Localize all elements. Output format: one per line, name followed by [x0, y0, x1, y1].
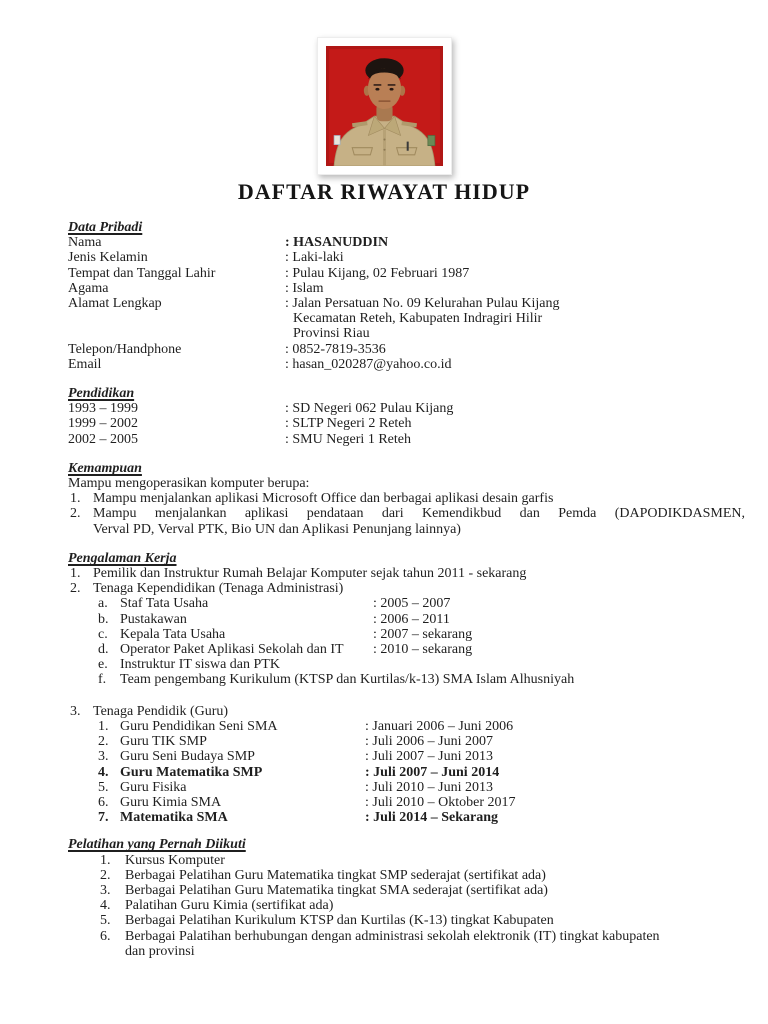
list-item [68, 491, 745, 506]
item-text: Berbagai Pelatihan Guru Matematika tingkat SMP sederajat (sertifikat ada) [125, 867, 546, 883]
field-label: Nama [68, 235, 102, 251]
item-text: Tenaga Kependidikan (Tenaga Administrasi) [93, 581, 344, 597]
left-eyebrow [373, 84, 381, 86]
education-years: 1993 – 1999 [68, 401, 138, 417]
item-marker: f. [98, 672, 107, 688]
item-text-line-1: Mampu menjalankan aplikasi pendataan dari Kemendikbud dan Pemda (DAPODIKDASMEN, [93, 506, 745, 522]
field-value: : Islam [285, 280, 324, 296]
education-row [68, 416, 745, 431]
role-row [98, 795, 745, 810]
field-row-email [68, 357, 745, 372]
item-marker: b. [98, 611, 109, 627]
list-item [68, 853, 745, 868]
role-row [98, 719, 745, 734]
cv-content [0, 220, 768, 959]
right-eyebrow [387, 84, 395, 86]
item-text [93, 506, 745, 536]
left-sleeve-patch [334, 135, 340, 144]
education-school: : SD Negeri 062 Pulau Kijang [285, 401, 454, 417]
list-item [68, 898, 745, 913]
list-item [68, 566, 745, 581]
role-period: : Juli 2006 – Juni 2007 [365, 734, 493, 750]
item-marker: e. [98, 657, 108, 673]
item-marker: 1. [100, 852, 111, 868]
item-text: Tenaga Pendidik (Guru) [93, 703, 229, 719]
pocket-pen [406, 142, 408, 151]
item-marker: 1. [98, 718, 109, 734]
role-label: Guru Pendidikan Seni SMA [120, 718, 278, 734]
field-row-telepon [68, 342, 745, 357]
item-text [125, 929, 745, 959]
role-period: : Juli 2010 – Juni 2013 [365, 779, 493, 795]
mouth [378, 100, 390, 101]
field-value: : Pulau Kijang, 02 Februari 1987 [285, 265, 470, 281]
role-period: : 2010 – sekarang [373, 642, 473, 658]
education-years: 2002 – 2005 [68, 431, 138, 447]
item-marker: 7. [98, 810, 109, 826]
field-value [285, 296, 745, 342]
role-period: : 2005 – 2007 [373, 596, 451, 612]
list-item [68, 868, 745, 883]
role-label: Staf Tata Usaha [120, 596, 209, 612]
role-period: : Juli 2007 – Juni 2013 [365, 749, 493, 765]
left-eye [375, 88, 379, 91]
section-heading-pelatihan: Pelatihan yang Pernah Diikuti [68, 837, 246, 853]
list-item [68, 581, 745, 596]
item-marker: a. [98, 596, 108, 612]
role-period: : Juli 2007 – Juni 2014 [365, 764, 500, 780]
alamat-line-3: Provinsi Riau [293, 326, 370, 342]
section-pendidikan [68, 386, 745, 447]
field-row-agama [68, 281, 745, 296]
list-item [68, 883, 745, 898]
item-text-line-1: Berbagai Palatihan berhubungan dengan administrasi sekolah elektronik (IT) tingkat kabupaten [125, 928, 660, 944]
field-label: Agama [68, 280, 109, 296]
role-label: Guru Matematika SMP [120, 764, 263, 780]
role-label: Instruktur IT siswa dan PTK [120, 657, 280, 673]
item-marker: 2. [70, 581, 81, 597]
field-row-jenis-kelamin [68, 250, 745, 265]
field-label: Telepon/Handphone [68, 341, 182, 357]
section-heading-data-pribadi: Data Pribadi [68, 220, 143, 235]
role-period: : Januari 2006 – Juni 2006 [365, 718, 514, 734]
item-marker: 3. [100, 882, 111, 898]
section-pelatihan [68, 837, 745, 959]
role-period: : 2007 – sekarang [373, 626, 473, 642]
item-text: Pemilik dan Instruktur Rumah Belajar Komputer sejak tahun 2011 - sekarang [93, 566, 527, 582]
item-marker: 2. [100, 867, 111, 883]
item-text: Berbagai Pelatihan Guru Matematika tingkat SMA sederajat (sertifikat ada) [125, 882, 548, 898]
role-row [98, 749, 745, 764]
item-marker: 6. [98, 794, 109, 810]
item-marker: c. [98, 626, 108, 642]
item-text: Kursus Komputer [125, 852, 225, 868]
role-label: Operator Paket Aplikasi Sekolah dan IT [120, 642, 344, 658]
role-row [98, 734, 745, 749]
role-row [98, 657, 745, 672]
role-period: : Juli 2010 – Oktober 2017 [365, 794, 516, 810]
item-text: Berbagai Pelatihan Kurikulum KTSP dan Kurtilas (K-13) tingkat Kabupaten [125, 913, 554, 929]
role-label: Guru TIK SMP [120, 734, 207, 750]
role-row [98, 780, 745, 795]
role-label: Kepala Tata Usaha [120, 626, 226, 642]
item-marker: 3. [98, 749, 109, 765]
role-label: Guru Seni Budaya SMP [120, 749, 255, 765]
field-value: : hasan_020287@yahoo.co.id [285, 356, 452, 372]
role-row [98, 810, 745, 825]
section-pengalaman-kerja [68, 551, 745, 825]
guru-roles-list [68, 719, 745, 825]
field-row-ttl [68, 266, 745, 281]
item-marker: 2. [98, 734, 109, 750]
item-marker: 3. [70, 703, 81, 719]
field-value: : 0852-7819-3536 [285, 341, 386, 357]
section-heading-pengalaman: Pengalaman Kerja [68, 550, 177, 566]
item-text-line-2: dan provinsi [125, 943, 195, 959]
list-item [68, 913, 745, 928]
list-item [68, 929, 745, 959]
role-row [98, 612, 745, 627]
field-value: : Laki-laki [285, 250, 344, 266]
role-label: Matematika SMA [120, 810, 228, 826]
right-sleeve-patch [427, 135, 434, 145]
education-years: 1999 – 2002 [68, 416, 138, 432]
item-text: Mampu menjalankan aplikasi Microsoft Office dan berbagai aplikasi desain garfis [93, 491, 554, 507]
list-item [68, 704, 745, 719]
section-data-pribadi [68, 220, 745, 372]
item-marker: d. [98, 642, 109, 658]
right-eye [389, 88, 393, 91]
field-row-nama [68, 235, 745, 250]
role-row [98, 672, 745, 687]
field-row-alamat [68, 296, 745, 342]
item-marker: 4. [98, 764, 109, 780]
role-label: Guru Kimia SMA [120, 794, 222, 810]
field-label: Jenis Kelamin [68, 250, 148, 266]
item-marker: 1. [70, 491, 81, 507]
list-item [68, 506, 745, 536]
page-title: DAFTAR RIWAYAT HIDUP [237, 179, 531, 204]
role-label: Pustakawan [120, 611, 187, 627]
item-text: Palatihan Guru Kimia (sertifikat ada) [125, 898, 334, 914]
field-value: : HASANUDDIN [285, 235, 389, 251]
kemampuan-intro: Mampu mengoperasikan komputer berupa: [68, 476, 310, 492]
section-heading-pendidikan: Pendidikan [68, 386, 135, 402]
education-row [68, 432, 745, 447]
role-label: Guru Fisika [120, 779, 187, 795]
education-school: : SLTP Negeri 2 Reteh [285, 416, 412, 432]
shirt-placket [382, 129, 385, 166]
pas-photo [326, 46, 443, 166]
alamat-line-2: Kecamatan Reteh, Kabupaten Indragiri Hilir [293, 311, 543, 327]
item-marker: 1. [70, 566, 81, 582]
item-text-line-2: Verval PD, Verval PTK, Bio UN dan Aplikasi Penunjang lainnya) [93, 521, 461, 537]
role-period: : Juli 2014 – Sekarang [365, 810, 499, 826]
item-marker: 2. [70, 506, 81, 522]
photo-frame [317, 37, 452, 175]
education-row [68, 401, 745, 416]
role-row [98, 765, 745, 780]
field-label: Tempat dan Tanggal Lahir [68, 265, 216, 281]
role-row [98, 596, 745, 611]
item-marker: 6. [100, 928, 111, 944]
item-marker: 5. [98, 779, 109, 795]
role-row [98, 642, 745, 657]
admin-roles-list [68, 596, 745, 687]
role-period: : 2006 – 2011 [373, 611, 450, 627]
item-marker: 4. [100, 898, 111, 914]
section-heading-kemampuan: Kemampuan [68, 460, 142, 476]
field-label: Alamat Lengkap [68, 296, 162, 312]
education-school: : SMU Negeri 1 Reteh [285, 431, 411, 447]
section-kemampuan [68, 461, 745, 537]
alamat-line-1: : Jalan Persatuan No. 09 Kelurahan Pulau Kijang [285, 296, 560, 312]
role-label: Team pengembang Kurikulum (KTSP dan Kurtilas/k-13) SMA Islam Alhusniyah [120, 672, 575, 688]
role-row [98, 627, 745, 642]
field-label: Email [68, 356, 102, 372]
item-marker: 5. [100, 913, 111, 929]
